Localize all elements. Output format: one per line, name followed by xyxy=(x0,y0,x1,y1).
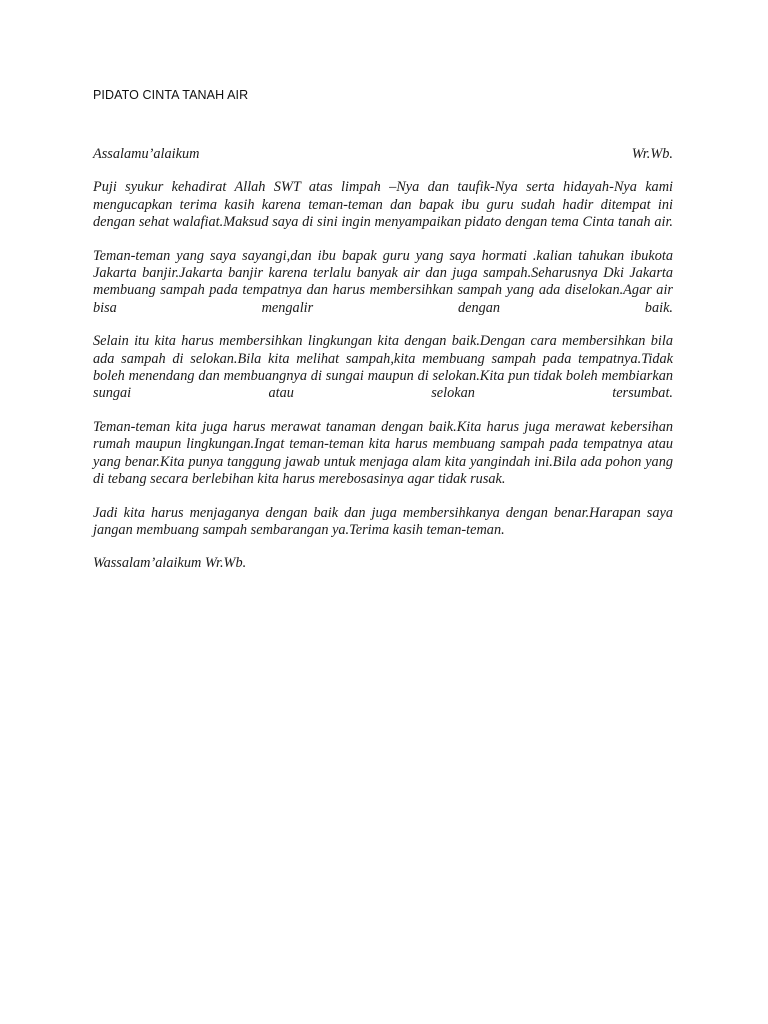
greeting-opening: Assalamu’alaikum xyxy=(93,146,200,162)
paragraph-opening: Puji syukur kehadirat Allah SWT atas limpah –Nya dan taufik-Nya serta hidayah-Nya kami mengucapkan terima kasih karena teman-teman dan bapak ibu guru sudah hadir ditempat ini dengan sehat walafiat.Maksud saya di sini ingin menyampaikan pidato dengan tema Cinta tanah air. xyxy=(93,179,673,231)
document-body xyxy=(93,146,673,573)
closing-greeting: Wassalam’alaikum Wr.Wb. xyxy=(93,555,247,572)
greeting-suffix: Wr.Wb. xyxy=(631,146,673,162)
paragraph-clean-environment: Selain itu kita harus membersihkan lingkungan kita dengan baik.Dengan cara membersihkan bila ada sampah di selokan.Bila kita melihat sampah,kita membuang sampah pada tempatnya.Tidak boleh menendang dan membuangnya di sungai maupun di selokan.Kita pun tidak boleh membiarkan sungai atau selokan tersumbat. xyxy=(93,333,673,402)
salutation-line xyxy=(93,146,673,163)
paragraph-jakarta-flood: Teman-teman yang saya sayangi,dan ibu bapak guru yang saya hormati .kalian tahukan ibukota Jakarta banjir.Jakarta banjir karena terlalu banyak air dan juga sampah.Seharusnya Dki Jakarta membuang sampah pada tempatnya dan harus membersihkan sampah yang ada diselokan.Agar air bisa mengalir dengan baik. xyxy=(93,247,673,316)
paragraph-care-plants: Teman-teman kita juga harus merawat tanaman dengan baik.Kita harus juga merawat kebersihan rumah maupun lingkungan.Ingat teman-teman kita harus membuang sampah pada tempatnya atau yang benar.Kita punya tanggung jawab untuk menjaga alam kita yangindah ini.Bila ada pohon yang di tebang secara berlebihan kita harus merebosasinya agar tidak rusak. xyxy=(93,418,673,488)
document-title: PIDATO CINTA TANAH AIR xyxy=(93,88,249,102)
paragraph-conclusion: Jadi kita harus menjaganya dengan baik dan juga membersihkanya dengan benar.Harapan saya jangan membuang sampah sembarangan ya.Terima kasih teman-teman. xyxy=(93,504,673,538)
